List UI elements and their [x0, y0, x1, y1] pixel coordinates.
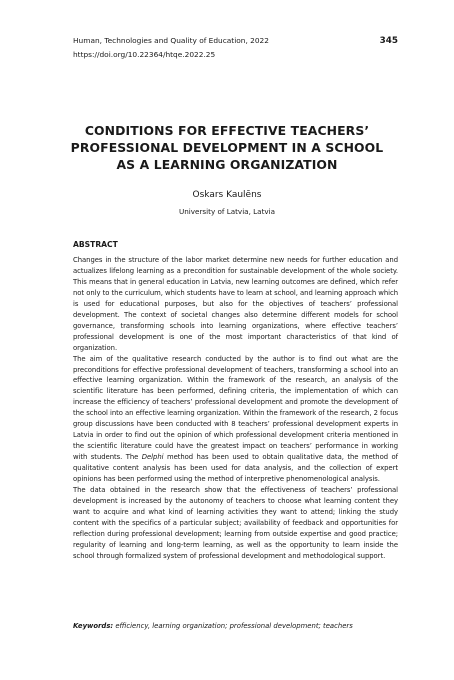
abstract-paragraph: Changes in the structure of the labor market determine new needs for further education and actualizes lifelong learning as a precondition for sustainable development of the whole society. This means that in general education in Latvia, new learning outcomes are defined, which refer not only to the curriculum, which students have to learn at school, and learning approach which is used for educational purposes, but also for the objectives of teachers’ professional development. The context of societal changes also determine different models for school governance, transforming schools into learning organizations, where effective teachers’ professional development is one of the most important characteristics of that kind of organization. — [73, 256, 398, 352]
abstract-body — [73, 255, 398, 562]
keywords-text: efficiency, learning organization; professional development; teachers — [115, 622, 353, 630]
page-number: 345 — [379, 36, 398, 46]
method-name: Delphi — [141, 453, 164, 462]
running-header — [73, 34, 398, 62]
keywords — [73, 622, 398, 630]
author-affiliation: University of Latvia, Latvia — [178, 207, 276, 216]
abstract-paragraph: The data obtained in the research show that the effectiveness of teachers’ professional development is increased by the autonomy of teachers to choose what learning content they want to acquire and what kind of learning activities they want to attend; linking the study content with the specifics of a particular subject; availability of feedback and opportunities for reflection during professional development; learning from outside expertise and good practice; regularity of learning and long-term learning, as well as the opportunity to learn inside the school through formalized system of professional development and methodological support. — [73, 486, 398, 560]
keywords-label: Keywords: — [73, 622, 114, 630]
article-title: CONDITIONS FOR EFFECTIVE TEACHERS’ PROFESSIONAL DEVELOPMENT IN A SCHOOL AS A LEARNING ORGANIZATION — [70, 123, 384, 172]
abstract-text: method has been used to obtain qualitative data, the method of qualitative content analysis has been used for data analysis, and the collection of expert opinions has been performed using the method of interpretive phenomenological analysis. — [73, 453, 398, 484]
journal-name: Human, Technologies and Quality of Education, 2022 — [73, 36, 269, 45]
abstract-paragraph — [73, 354, 398, 485]
abstract-heading: ABSTRACT — [73, 240, 118, 249]
doi-link[interactable]: https://doi.org/10.22364/htqe.2022.25 — [73, 50, 216, 59]
abstract-text: The aim of the qualitative research conducted by the author is to find out what are the preconditions for effective professional development of teachers, transforming a school into an effective learning organization. Within the framework of the research, an analysis of the scientific literature has been performed, defining criteria, the implementation of which can increase the efficiency of teachers’ professional development and promote the development of the school into an effective learning organization. Within the framework of the research, 2 focus group discussions have been conducted with 8 teachers’ professional development experts in Latvia in order to find out the opinion of which professional development criteria mentioned in the scientific literature could have the greatest impact on teachers’ performance in working with students. The — [73, 354, 399, 462]
author-name: Oskars Kaulēns — [192, 190, 262, 200]
